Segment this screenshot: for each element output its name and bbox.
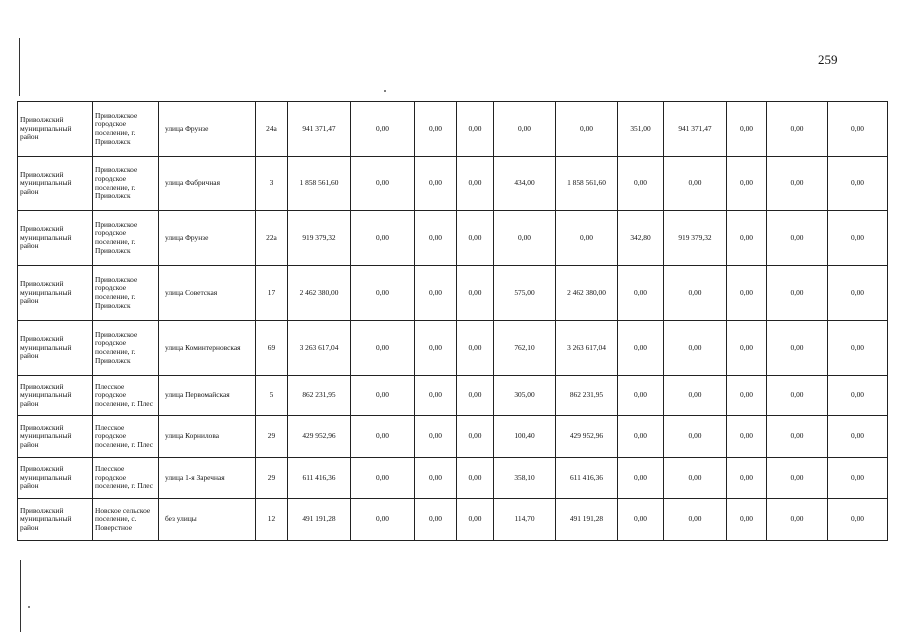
cost-cell: 491 191,28 [556,499,618,541]
data-table-wrapper [17,101,888,541]
value-cell: 0,00 [415,416,457,458]
total-cost-cell: 862 231,95 [288,376,351,416]
value-cell: 0,00 [767,458,828,499]
street-cell: улица Коминтерновская [159,321,256,376]
area-cell: 0,00 [618,499,664,541]
value-cell: 0,00 [457,416,494,458]
area-cell: 0,00 [618,376,664,416]
street-cell: улица 1-я Заречная [159,458,256,499]
district-cell: Приволжский муниципальный район [18,266,93,321]
scan-mark [20,560,21,632]
value-cell: 0,00 [727,102,767,157]
settlement-cell: Приволжское городское поселение, г. Приволжск [93,102,159,157]
house-number-cell: 17 [256,266,288,321]
cost-cell: 862 231,95 [556,376,618,416]
value-cell: 0,00 [457,321,494,376]
table-row [18,458,888,499]
value-cell: 0,00 [828,321,888,376]
value-cell: 0,00 [727,499,767,541]
value-cell: 0,00 [727,211,767,266]
house-number-cell: 22а [256,211,288,266]
cost-cell: 2 462 380,00 [556,266,618,321]
value-cell: 0,00 [727,321,767,376]
value-cell: 0,00 [457,266,494,321]
settlement-cell: Плесское городское поселение, г. Плес [93,416,159,458]
cost-cell: 919 379,32 [664,211,727,266]
cost-cell: 941 371,47 [664,102,727,157]
cost-cell: 0,00 [664,458,727,499]
cost-cell: 0,00 [556,102,618,157]
area-cell: 0,00 [494,102,556,157]
street-cell: улица Фрунзе [159,102,256,157]
area-cell: 0,00 [618,458,664,499]
value-cell: 0,00 [767,157,828,211]
value-cell: 0,00 [351,499,415,541]
cost-cell: 611 416,36 [556,458,618,499]
table-row [18,416,888,458]
district-cell: Приволжский муниципальный район [18,458,93,499]
district-cell: Приволжский муниципальный район [18,321,93,376]
area-cell: 358,10 [494,458,556,499]
value-cell: 0,00 [351,211,415,266]
area-cell: 0,00 [618,157,664,211]
district-cell: Приволжский муниципальный район [18,499,93,541]
area-cell: 100,40 [494,416,556,458]
scan-mark [19,38,20,96]
area-cell: 342,80 [618,211,664,266]
district-cell: Приволжский муниципальный район [18,376,93,416]
house-number-cell: 12 [256,499,288,541]
settlement-cell: Приволжское городское поселение, г. Приволжск [93,266,159,321]
settlement-cell: Приволжское городское поселение, г. Приволжск [93,321,159,376]
table-row [18,266,888,321]
area-cell: 0,00 [494,211,556,266]
value-cell: 0,00 [767,499,828,541]
table-row [18,211,888,266]
value-cell: 0,00 [767,376,828,416]
house-number-cell: 69 [256,321,288,376]
total-cost-cell: 919 379,32 [288,211,351,266]
value-cell: 0,00 [457,211,494,266]
settlement-cell: Приволжское городское поселение, г. Приволжск [93,211,159,266]
district-cell: Приволжский муниципальный район [18,102,93,157]
value-cell: 0,00 [351,157,415,211]
street-cell: улица Корнилова [159,416,256,458]
table-row [18,376,888,416]
data-table [17,101,888,541]
value-cell: 0,00 [415,157,457,211]
total-cost-cell: 1 858 561,60 [288,157,351,211]
area-cell: 575,00 [494,266,556,321]
value-cell: 0,00 [767,321,828,376]
street-cell: без улицы [159,499,256,541]
total-cost-cell: 2 462 380,00 [288,266,351,321]
settlement-cell: Плесское городское поселение, г. Плес [93,376,159,416]
value-cell: 0,00 [351,416,415,458]
value-cell: 0,00 [415,321,457,376]
value-cell: 0,00 [415,102,457,157]
house-number-cell: 29 [256,458,288,499]
street-cell: улица Фабричная [159,157,256,211]
cost-cell: 429 952,96 [556,416,618,458]
value-cell: 0,00 [767,266,828,321]
value-cell: 0,00 [727,416,767,458]
value-cell: 0,00 [415,458,457,499]
value-cell: 0,00 [415,499,457,541]
value-cell: 0,00 [415,266,457,321]
value-cell: 0,00 [828,376,888,416]
value-cell: 0,00 [767,211,828,266]
value-cell: 0,00 [351,458,415,499]
district-cell: Приволжский муниципальный район [18,157,93,211]
cost-cell: 0,00 [664,499,727,541]
value-cell: 0,00 [457,499,494,541]
scan-dot [384,90,386,92]
cost-cell: 0,00 [664,266,727,321]
value-cell: 0,00 [828,499,888,541]
total-cost-cell: 3 263 617,04 [288,321,351,376]
value-cell: 0,00 [351,266,415,321]
value-cell: 0,00 [457,458,494,499]
total-cost-cell: 429 952,96 [288,416,351,458]
area-cell: 305,00 [494,376,556,416]
value-cell: 0,00 [727,157,767,211]
value-cell: 0,00 [727,458,767,499]
value-cell: 0,00 [767,102,828,157]
value-cell: 0,00 [727,266,767,321]
value-cell: 0,00 [828,102,888,157]
cost-cell: 1 858 561,60 [556,157,618,211]
table-row [18,102,888,157]
value-cell: 0,00 [457,376,494,416]
cost-cell: 3 263 617,04 [556,321,618,376]
value-cell: 0,00 [415,376,457,416]
value-cell: 0,00 [457,157,494,211]
cost-cell: 0,00 [556,211,618,266]
street-cell: улица Первомайская [159,376,256,416]
value-cell: 0,00 [457,102,494,157]
area-cell: 0,00 [618,266,664,321]
house-number-cell: 3 [256,157,288,211]
house-number-cell: 29 [256,416,288,458]
cost-cell: 0,00 [664,416,727,458]
house-number-cell: 24а [256,102,288,157]
table-row [18,499,888,541]
street-cell: улица Фрунзе [159,211,256,266]
table-row [18,321,888,376]
value-cell: 0,00 [351,321,415,376]
district-cell: Приволжский муниципальный район [18,416,93,458]
area-cell: 351,00 [618,102,664,157]
area-cell: 0,00 [618,321,664,376]
street-cell: улица Советская [159,266,256,321]
settlement-cell: Новское сельское поселение, с. Поверстное [93,499,159,541]
value-cell: 0,00 [415,211,457,266]
value-cell: 0,00 [767,416,828,458]
area-cell: 762,10 [494,321,556,376]
settlement-cell: Плесское городское поселение, г. Плес [93,458,159,499]
total-cost-cell: 941 371,47 [288,102,351,157]
value-cell: 0,00 [828,266,888,321]
cost-cell: 0,00 [664,157,727,211]
district-cell: Приволжский муниципальный район [18,211,93,266]
value-cell: 0,00 [351,376,415,416]
area-cell: 434,00 [494,157,556,211]
value-cell: 0,00 [828,458,888,499]
page-number: 259 [818,52,838,67]
total-cost-cell: 611 416,36 [288,458,351,499]
value-cell: 0,00 [828,211,888,266]
value-cell: 0,00 [828,416,888,458]
settlement-cell: Приволжское городское поселение, г. Приволжск [93,157,159,211]
table-row [18,157,888,211]
house-number-cell: 5 [256,376,288,416]
scan-dot [28,606,30,608]
value-cell: 0,00 [727,376,767,416]
value-cell: 0,00 [828,157,888,211]
area-cell: 0,00 [618,416,664,458]
cost-cell: 0,00 [664,321,727,376]
cost-cell: 0,00 [664,376,727,416]
area-cell: 114,70 [494,499,556,541]
value-cell: 0,00 [351,102,415,157]
total-cost-cell: 491 191,28 [288,499,351,541]
